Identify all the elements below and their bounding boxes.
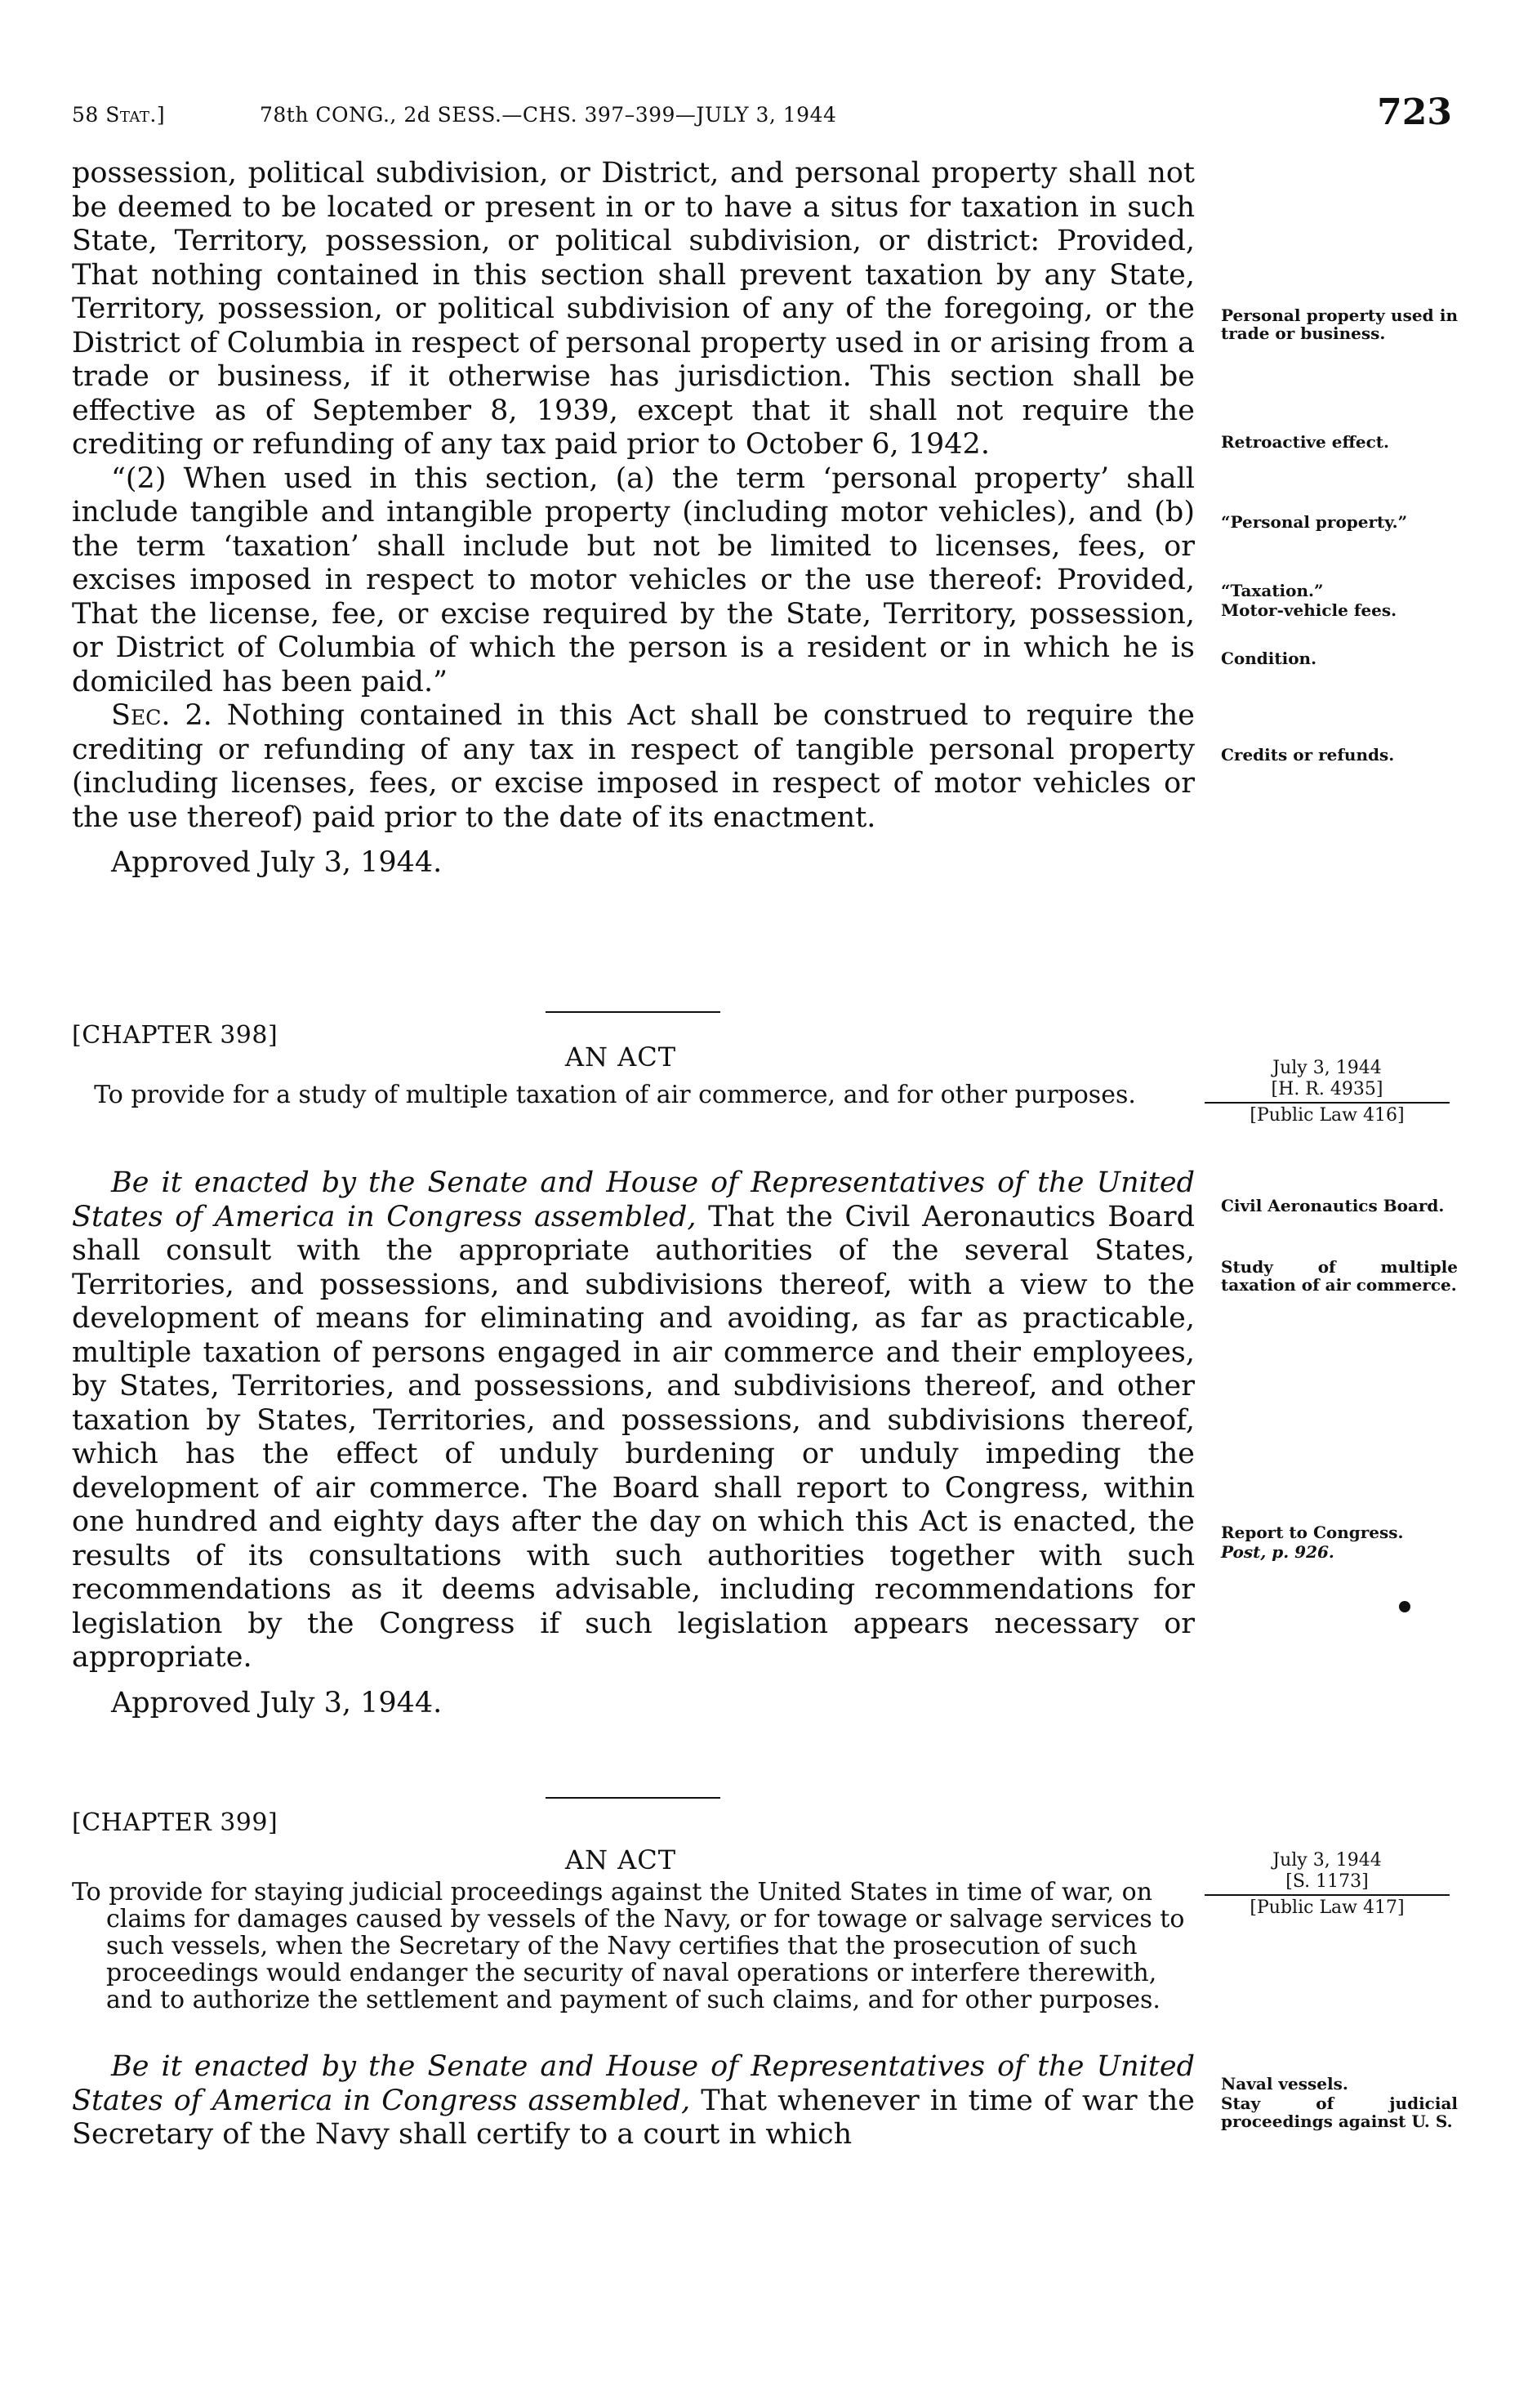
ch398-public-law: [Public Law 416] bbox=[1250, 1105, 1405, 1126]
ch397-paragraph-2: “(2) When used in this section, (a) the term ‘personal property’ shall include tangible and intangible property (including motor vehicles), and (b) the term ‘taxation’ shall include but not be limited to licenses, fees, or excises imposed in respect to motor vehicles or the use thereof: Provided, That the license, fee, or excise required by the State, Territory, possession, or District of Columbia of which the person is a resident or in which he is domiciled has been paid.” bbox=[72, 462, 1195, 698]
ch398-body-text: That the Civil Aeronautics Board shall consult with the appropriate authorities of the several States, Territories, and possessions, and subdivisions thereof, with a view to the development of means for eliminating and avoiding, as far as practicable, multiple taxation of persons engaged in air commerce and their employees, by States, Territories, and possessions, and subdivisions thereof, and other taxation by States, Territories, and possessions, and subdivisions thereof, which has the effect of unduly burdening or unduly impeding the development of air commerce. The Board shall report to Congress, within one hundred and eighty days after the day on which this Act is enacted, the results of its consultations with such authorities together with such recommendations as it deems advisable, including recommendations for legislation by the Congress if such legislation appears necessary or appropriate. bbox=[72, 1200, 1195, 1674]
note-stay-proceedings: Stay of judicial proceedings against U. S. bbox=[1221, 2094, 1458, 2131]
chapter-399-purpose: To provide for staying judicial proceedings against the United States in time of war, on claims for damages caused by vessels of the Navy, or for towage or salvage services to such vessels, when the Secretary of the Navy certifies that the prosecution of such proceedings would endanger the security of naval operations or interfere therewith, and to authorize the settlement and payment of such claims, and for other purposes. bbox=[72, 1878, 1185, 2014]
session-chapters-date: 78th CONG., 2d SESS.—CHS. 397–399—JULY 3, 1944 bbox=[260, 103, 837, 127]
volume-reference: 58 Stat.] bbox=[72, 103, 166, 127]
ch398-approved: Approved July 3, 1944. bbox=[111, 1686, 443, 1719]
chapter-398-body bbox=[72, 1166, 1195, 1720]
note-condition: Condition. bbox=[1221, 649, 1317, 668]
note-civil-aeronautics: Civil Aeronautics Board. bbox=[1221, 1196, 1445, 1215]
enacting-clause: Be it enacted by the Senate and House of Representatives of the United States of America in Congress assembled, bbox=[72, 2050, 1195, 2117]
note-naval-vessels: Naval vessels. bbox=[1221, 2074, 1348, 2094]
ch399-text bbox=[72, 2050, 1195, 2152]
ch398-date: July 3, 1944 bbox=[1272, 1058, 1382, 1078]
note-personal-property: Personal property used in trade or business. bbox=[1221, 305, 1458, 343]
ch399-legislative-history bbox=[1205, 1850, 1450, 1919]
ch398-legislative-history bbox=[1205, 1058, 1450, 1126]
ch399-public-law: [Public Law 417] bbox=[1250, 1897, 1405, 1918]
ch399-bill: [S. 1173] bbox=[1285, 1871, 1369, 1892]
enacting-clause: Be it enacted by the Senate and House of Representatives of the United States of America in Congress assembled, bbox=[72, 1166, 1195, 1233]
page-number: 723 bbox=[1377, 91, 1452, 133]
bullet-dot-icon bbox=[1399, 1601, 1410, 1612]
ch398-history-rule bbox=[1205, 1102, 1450, 1104]
chapter-397-continuation bbox=[72, 157, 1195, 881]
section-label: Sec. 2. bbox=[111, 699, 212, 732]
chapter-399-body bbox=[72, 2050, 1195, 2152]
chapter-398-label: [CHAPTER 398] bbox=[72, 1021, 278, 1050]
chapter-399-an-act: AN ACT bbox=[564, 1844, 677, 1875]
note-post-reference: Post, p. 926. bbox=[1221, 1542, 1334, 1562]
running-header bbox=[72, 91, 1452, 140]
note-taxation-def: “Taxation.” bbox=[1221, 581, 1324, 600]
chapter-divider-399 bbox=[546, 1797, 720, 1799]
chapter-398-an-act: AN ACT bbox=[564, 1041, 677, 1072]
ch397-approved: Approved July 3, 1944. bbox=[111, 846, 443, 879]
note-personal-property-def: “Personal property.” bbox=[1221, 512, 1408, 532]
note-motor-vehicle-fees: Motor-vehicle fees. bbox=[1221, 600, 1397, 620]
note-report-to-congress: Report to Congress. bbox=[1221, 1523, 1404, 1542]
ch397-paragraph-1: possession, political subdivision, or District, and personal property shall not be deemed to be located or present in or to have a situs for taxation in such State, Territory, possession, or political subdivision, or district: Provided, That nothing contained in this section shall prevent taxation by any State, Territory, possession, or political subdivision of any of the foregoing, or the District of Columbia in respect of personal property used in or arising from a trade or business, if it otherwise has jurisdiction. This section shall be effective as of September 8, 1939, except that it shall not require the crediting or refunding of any tax paid prior to October 6, 1942. bbox=[72, 157, 1195, 461]
ch399-date: July 3, 1944 bbox=[1272, 1850, 1382, 1871]
ch399-body-text: That whenever in time of war the Secretary of the Navy shall certify to a court in which bbox=[72, 2084, 1195, 2151]
note-retroactive: Retroactive effect. bbox=[1221, 432, 1389, 452]
ch399-history-rule bbox=[1205, 1894, 1450, 1896]
chapter-399-label: [CHAPTER 399] bbox=[72, 1808, 278, 1837]
chapter-divider-398 bbox=[546, 1011, 720, 1013]
section-2-text: Nothing contained in this Act shall be construed to require the crediting or refunding of any tax in respect of tangible personal property (including licenses, fees, or excise imposed in respect of motor vehicles or the use thereof) paid prior to the date of its enactment. bbox=[72, 699, 1195, 834]
ch398-bill: [H. R. 4935] bbox=[1271, 1079, 1383, 1099]
ch398-text bbox=[72, 1166, 1195, 1675]
note-study-multiple-taxation: Study of multiple taxation of air commerce. bbox=[1221, 1257, 1458, 1295]
note-credits: Credits or refunds. bbox=[1221, 745, 1395, 765]
chapter-398-purpose: To provide for a study of multiple taxation of air commerce, and for other purposes. bbox=[94, 1081, 1136, 1109]
ch397-section-2 bbox=[72, 699, 1195, 835]
